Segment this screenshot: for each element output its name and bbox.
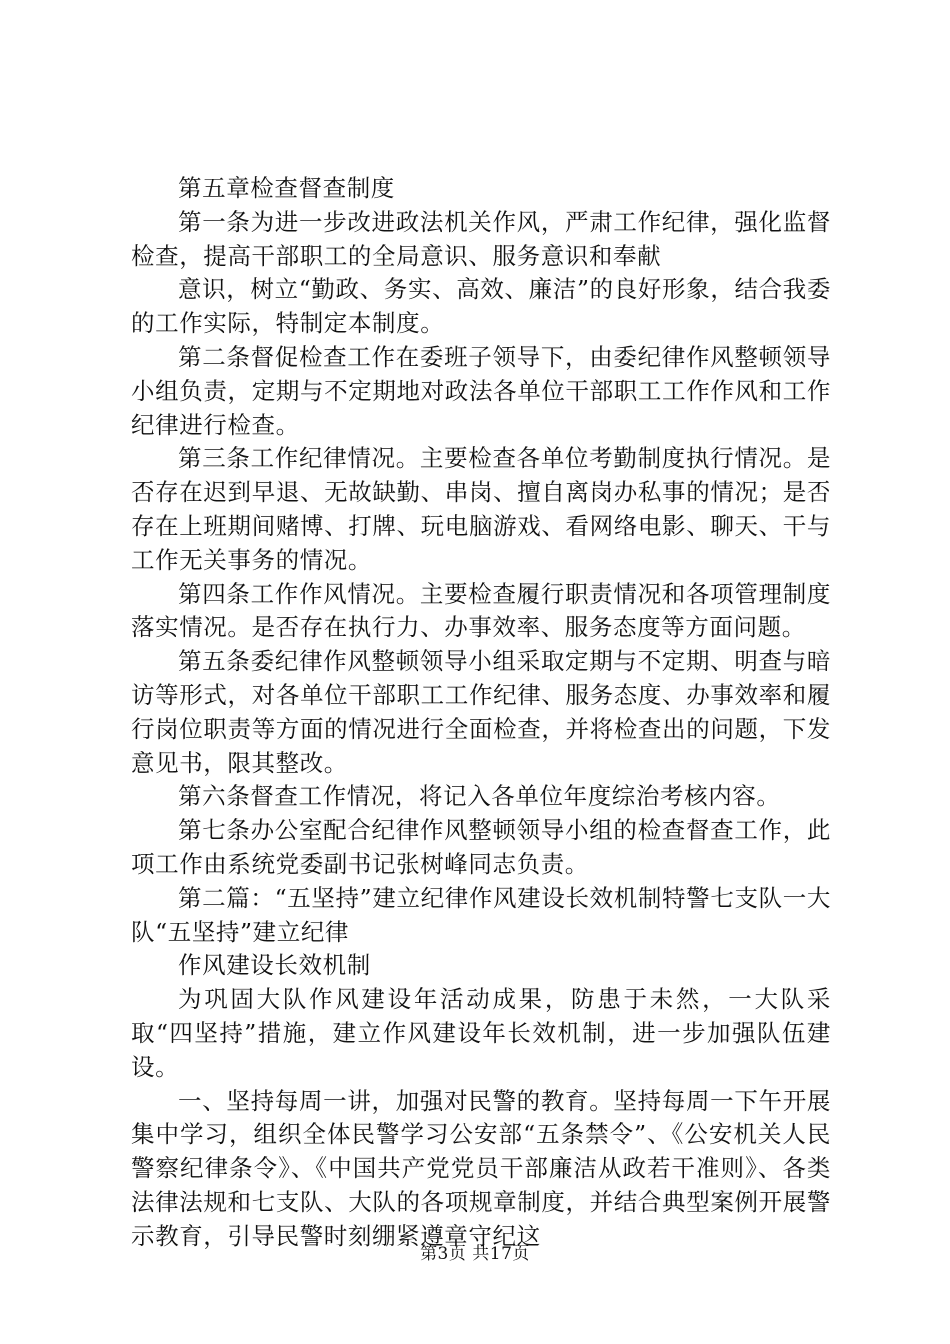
page-footer: 第3页 共17页 <box>420 1244 530 1264</box>
paragraph: 第六条督查工作情况，将记入各单位年度综治考核内容。 <box>178 782 781 811</box>
chapter-heading: 第五章检查督查制度 <box>178 174 395 202</box>
paragraph: 为巩固大队作风建设年活动成果，防患于未然，一大队采取“四坚持”措施，建立作风建设年长效机制，进一步加强队伍建设。 <box>131 985 831 1081</box>
paragraph: 第四条工作作风情况。主要检查履行职责情况和各项管理制度落实情况。是否存在执行力、办事效率、服务态度等方面问题。 <box>131 579 831 642</box>
paragraph: 一、坚持每周一讲，加强对民警的教育。坚持每周一下午开展集中学习，组织全体民警学习公安部“五条禁令”、《公安机关人民警察纪律条令》、《中国共产党党员干部廉洁从政若干准则》、各类法律法规和七支队、大队的各项规章制度，并结合典型案例开展警示教育，引导民警时刻绷紧遵章守纪这 <box>131 1086 831 1250</box>
paragraph: 意识，树立“勤政、务实、高效、廉洁”的良好形象，结合我委的工作实际，特制定本制度。 <box>131 275 831 338</box>
document-body <box>131 172 831 1254</box>
paragraph: 第五条委纪律作风整顿领导小组采取定期与不定期、明查与暗访等形式，对各单位干部职工工作纪律、服务态度、办事效率和履行岗位职责等方面的情况进行全面检查，并将检查出的问题，下发意见书，限其整改。 <box>131 647 831 777</box>
paragraph: 第三条工作纪律情况。主要检查各单位考勤制度执行情况。是否存在迟到早退、无故缺勤、串岗、擅自离岗办私事的情况；是否存在上班期间赌博、打牌、玩电脑游戏、看网络电影、聊天、干与工作无关事务的情况。 <box>131 444 831 574</box>
paragraph: 第一条为进一步改进政法机关作风，严肃工作纪律，强化监督检查，提高干部职工的全局意识、服务意识和奉献 <box>131 207 831 270</box>
section-heading: 第二篇：“五坚持”建立纪律作风建设长效机制特警七支队一大队“五坚持”建立纪律 <box>131 883 831 946</box>
section-heading-continued: 作风建设长效机制 <box>178 951 371 980</box>
paragraph: 第七条办公室配合纪律作风整顿领导小组的检查督查工作，此项工作由系统党委副书记张树峰同志负责。 <box>131 816 831 878</box>
paragraph: 第二条督促检查工作在委班子领导下，由委纪律作风整顿领导小组负责，定期与不定期地对政法各单位干部职工工作作风和工作纪律进行检查。 <box>131 342 831 439</box>
